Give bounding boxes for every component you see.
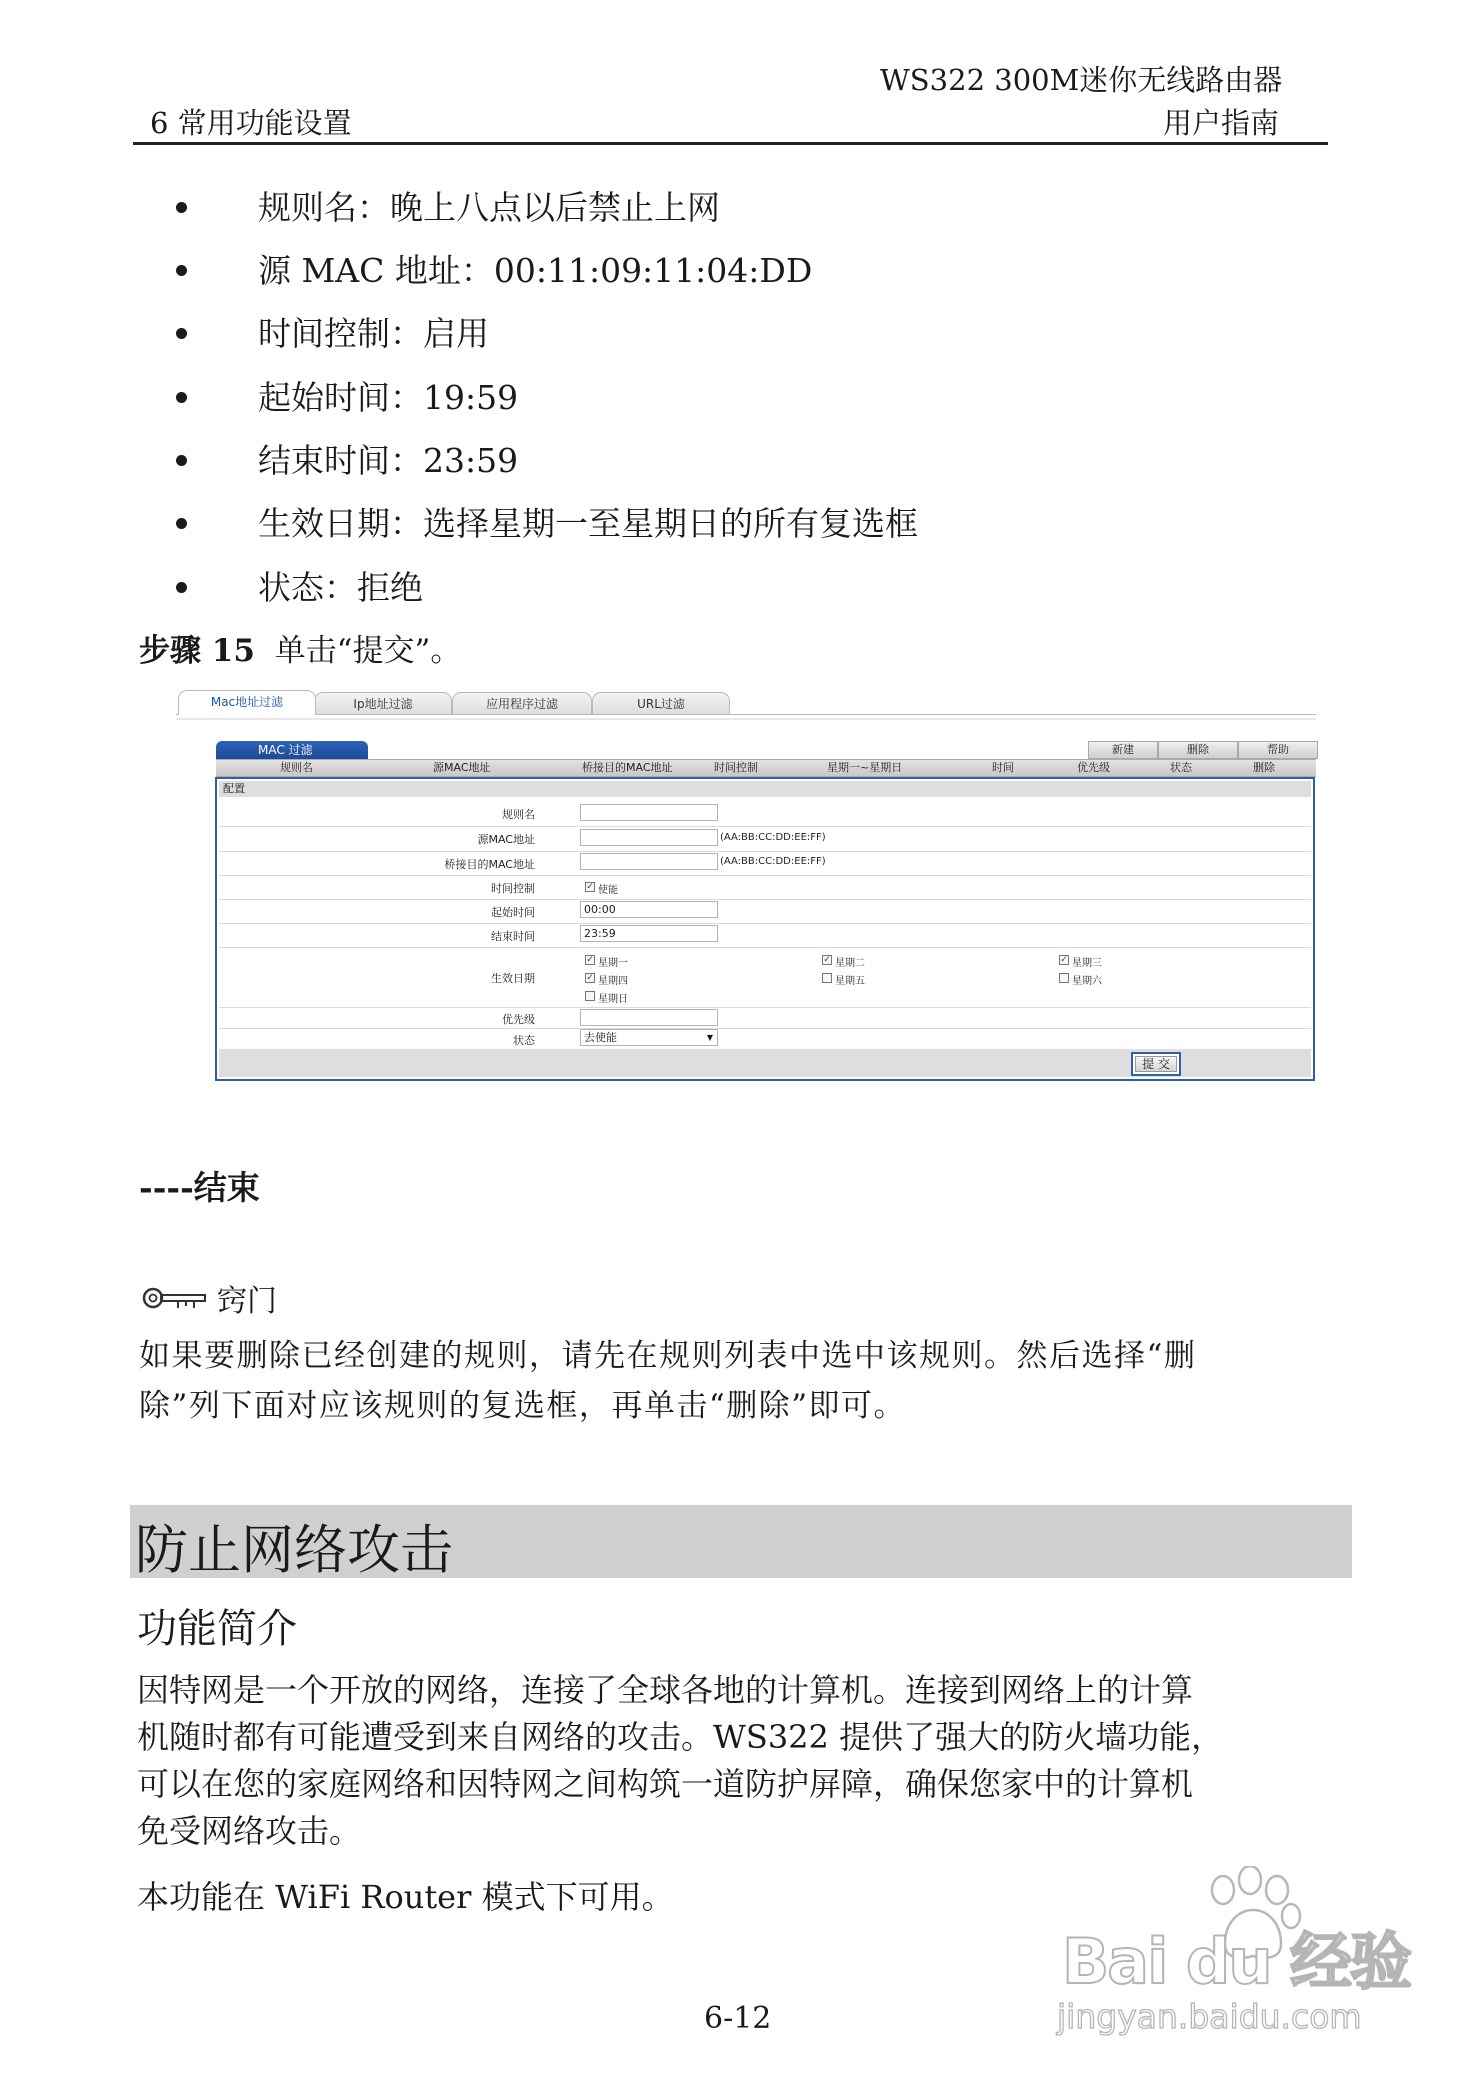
wednesday-checkbox[interactable]: ✓ — [1060, 955, 1068, 965]
bullet-dot — [176, 518, 187, 529]
thursday-checkbox[interactable]: ✓ — [586, 973, 594, 983]
saturday-checkbox[interactable] — [1059, 973, 1069, 983]
tab-ip-filter[interactable]: Ip地址过滤 — [314, 692, 452, 715]
tab-shadow — [176, 718, 1316, 720]
bullet-dot — [176, 265, 187, 276]
start-time-input[interactable]: 00:00 — [580, 901, 718, 918]
monday-label: 星期一 — [598, 958, 628, 969]
config-title: 配置 — [223, 782, 245, 795]
header-rule — [133, 142, 1328, 145]
time-control-option: 使能 — [598, 885, 618, 896]
bullet-dot — [176, 328, 187, 339]
time-control-checkbox[interactable]: ✓ — [586, 882, 594, 892]
tab-url-filter[interactable]: URL过滤 — [592, 692, 730, 715]
row-divider — [219, 826, 1311, 827]
rule-name-label: 规则名 — [502, 808, 535, 821]
dst-mac-label: 桥接目的MAC地址 — [444, 858, 535, 871]
src-mac-hint: (AA:BB:CC:DD:EE:FF) — [720, 832, 826, 843]
delete-button[interactable]: 删除 — [1158, 741, 1238, 759]
header-product: WS322 300M迷你无线路由器 — [880, 63, 1283, 97]
config-header — [219, 781, 1311, 797]
row-divider — [219, 851, 1311, 852]
chevron-down-icon: ▼ — [706, 1033, 713, 1042]
bullet-dot — [176, 202, 187, 213]
section-note: 本功能在 WiFi Router 模式下可用。 — [137, 1878, 674, 1916]
page-number: 6-12 — [704, 2001, 772, 2036]
watermark-url: jingyan.baidu.com — [1057, 1997, 1362, 2036]
panel-title: MAC 过滤 — [216, 741, 368, 759]
bullet-src-mac: 源 MAC 地址：00:11:09:11:04:DD — [258, 251, 813, 290]
paragraph-line: 机随时都有可能遭受到来自网络的攻击。WS322 提供了强大的防火墙功能， — [137, 1718, 1224, 1756]
saturday-label: 星期六 — [1072, 976, 1102, 987]
bullet-status: 状态：拒绝 — [258, 568, 423, 607]
end-time-label: 结束时间 — [491, 930, 535, 943]
dst-mac-hint: (AA:BB:CC:DD:EE:FF) — [720, 856, 826, 867]
bullet-dot — [176, 582, 187, 593]
tuesday-label: 星期二 — [835, 958, 865, 969]
watermark-brand: Bai du 经验 — [1062, 1925, 1411, 1998]
row-divider — [219, 947, 1311, 948]
tab-underline — [176, 714, 1316, 715]
bullet-days: 生效日期：选择星期一至星期日的所有复选框 — [258, 504, 918, 543]
section-title: 防止网络攻击 — [135, 1520, 453, 1581]
bullet-rule-name: 规则名：晚上八点以后禁止上网 — [258, 188, 720, 227]
status-select[interactable] — [580, 1029, 718, 1046]
end-marker: ----结束 — [139, 1168, 260, 1207]
step-label: 步骤 15 — [139, 633, 255, 669]
col-time-control: 时间控制 — [714, 761, 758, 774]
tip-line-2: 除”列下面对应该规则的复选框，再单击“删除”即可。 — [139, 1388, 907, 1424]
paragraph-line: 免受网络攻击。 — [137, 1812, 362, 1850]
col-priority: 优先级 — [1077, 761, 1110, 774]
days-label: 生效日期 — [491, 972, 535, 985]
sunday-label: 星期日 — [598, 994, 628, 1005]
status-value: 去使能 — [584, 1031, 617, 1044]
rule-list-header — [216, 759, 1316, 777]
col-rule-name: 规则名 — [280, 761, 313, 774]
friday-label: 星期五 — [835, 976, 865, 987]
priority-input[interactable] — [580, 1009, 718, 1026]
row-divider — [219, 923, 1311, 924]
col-src-mac: 源MAC地址 — [433, 761, 491, 774]
tip-line-1: 如果要删除已经创建的规则，请先在规则列表中选中该规则。然后选择“删 — [139, 1338, 1197, 1374]
rule-name-input[interactable] — [580, 804, 718, 821]
row-divider — [219, 1007, 1311, 1008]
config-frame — [215, 777, 1315, 1081]
step-15 — [139, 625, 461, 670]
paragraph-line: 可以在您的家庭网络和因特网之间构筑一道防护屏障，确保您家中的计算机 — [137, 1765, 1194, 1803]
header-guide: 用户指南 — [1163, 106, 1280, 140]
help-button[interactable]: 帮助 — [1238, 741, 1318, 759]
monday-checkbox[interactable]: ✓ — [586, 955, 594, 965]
bullet-end-time: 结束时间：23:59 — [258, 441, 519, 480]
bullet-time-control: 时间控制：启用 — [258, 314, 489, 353]
col-weekdays: 星期一~星期日 — [827, 761, 903, 774]
tab-app-filter[interactable]: 应用程序过滤 — [452, 692, 592, 715]
paragraph-line: 因特网是一个开放的网络，连接了全球各地的计算机。连接到网络上的计算 — [137, 1671, 1194, 1709]
tuesday-checkbox[interactable]: ✓ — [823, 955, 831, 965]
col-status: 状态 — [1170, 761, 1192, 774]
step-text: 单击“提交”。 — [274, 633, 462, 669]
col-time: 时间 — [992, 761, 1014, 774]
row-divider — [219, 875, 1311, 876]
friday-checkbox[interactable] — [822, 973, 832, 983]
bullet-dot — [176, 392, 187, 403]
col-delete: 删除 — [1253, 761, 1275, 774]
tip-title: 窍门 — [217, 1284, 277, 1319]
new-button[interactable]: 新建 — [1088, 741, 1158, 759]
start-time-label: 起始时间 — [491, 906, 535, 919]
bullet-start-time: 起始时间：19:59 — [258, 378, 519, 417]
status-label: 状态 — [513, 1034, 535, 1047]
time-control-label: 时间控制 — [491, 882, 535, 895]
key-icon — [142, 1284, 208, 1312]
src-mac-input[interactable] — [580, 829, 718, 846]
submit-label: 提 交 — [1135, 1056, 1177, 1072]
row-divider — [219, 1028, 1311, 1029]
header-chapter: 6 常用功能设置 — [150, 106, 352, 140]
tab-mac-filter[interactable]: Mac地址过滤 — [178, 690, 316, 715]
thursday-label: 星期四 — [598, 976, 628, 987]
sunday-checkbox[interactable] — [585, 991, 595, 1001]
dst-mac-input[interactable] — [580, 853, 718, 870]
col-dst-mac: 桥接目的MAC地址 — [582, 761, 673, 774]
src-mac-label: 源MAC地址 — [477, 833, 535, 846]
end-time-input[interactable]: 23:59 — [580, 925, 718, 942]
section-subtitle: 功能简介 — [137, 1606, 297, 1652]
submit-button[interactable] — [1131, 1052, 1181, 1076]
wednesday-label: 星期三 — [1072, 958, 1102, 969]
row-divider — [219, 899, 1311, 900]
priority-label: 优先级 — [502, 1013, 535, 1026]
bullet-dot — [176, 455, 187, 466]
